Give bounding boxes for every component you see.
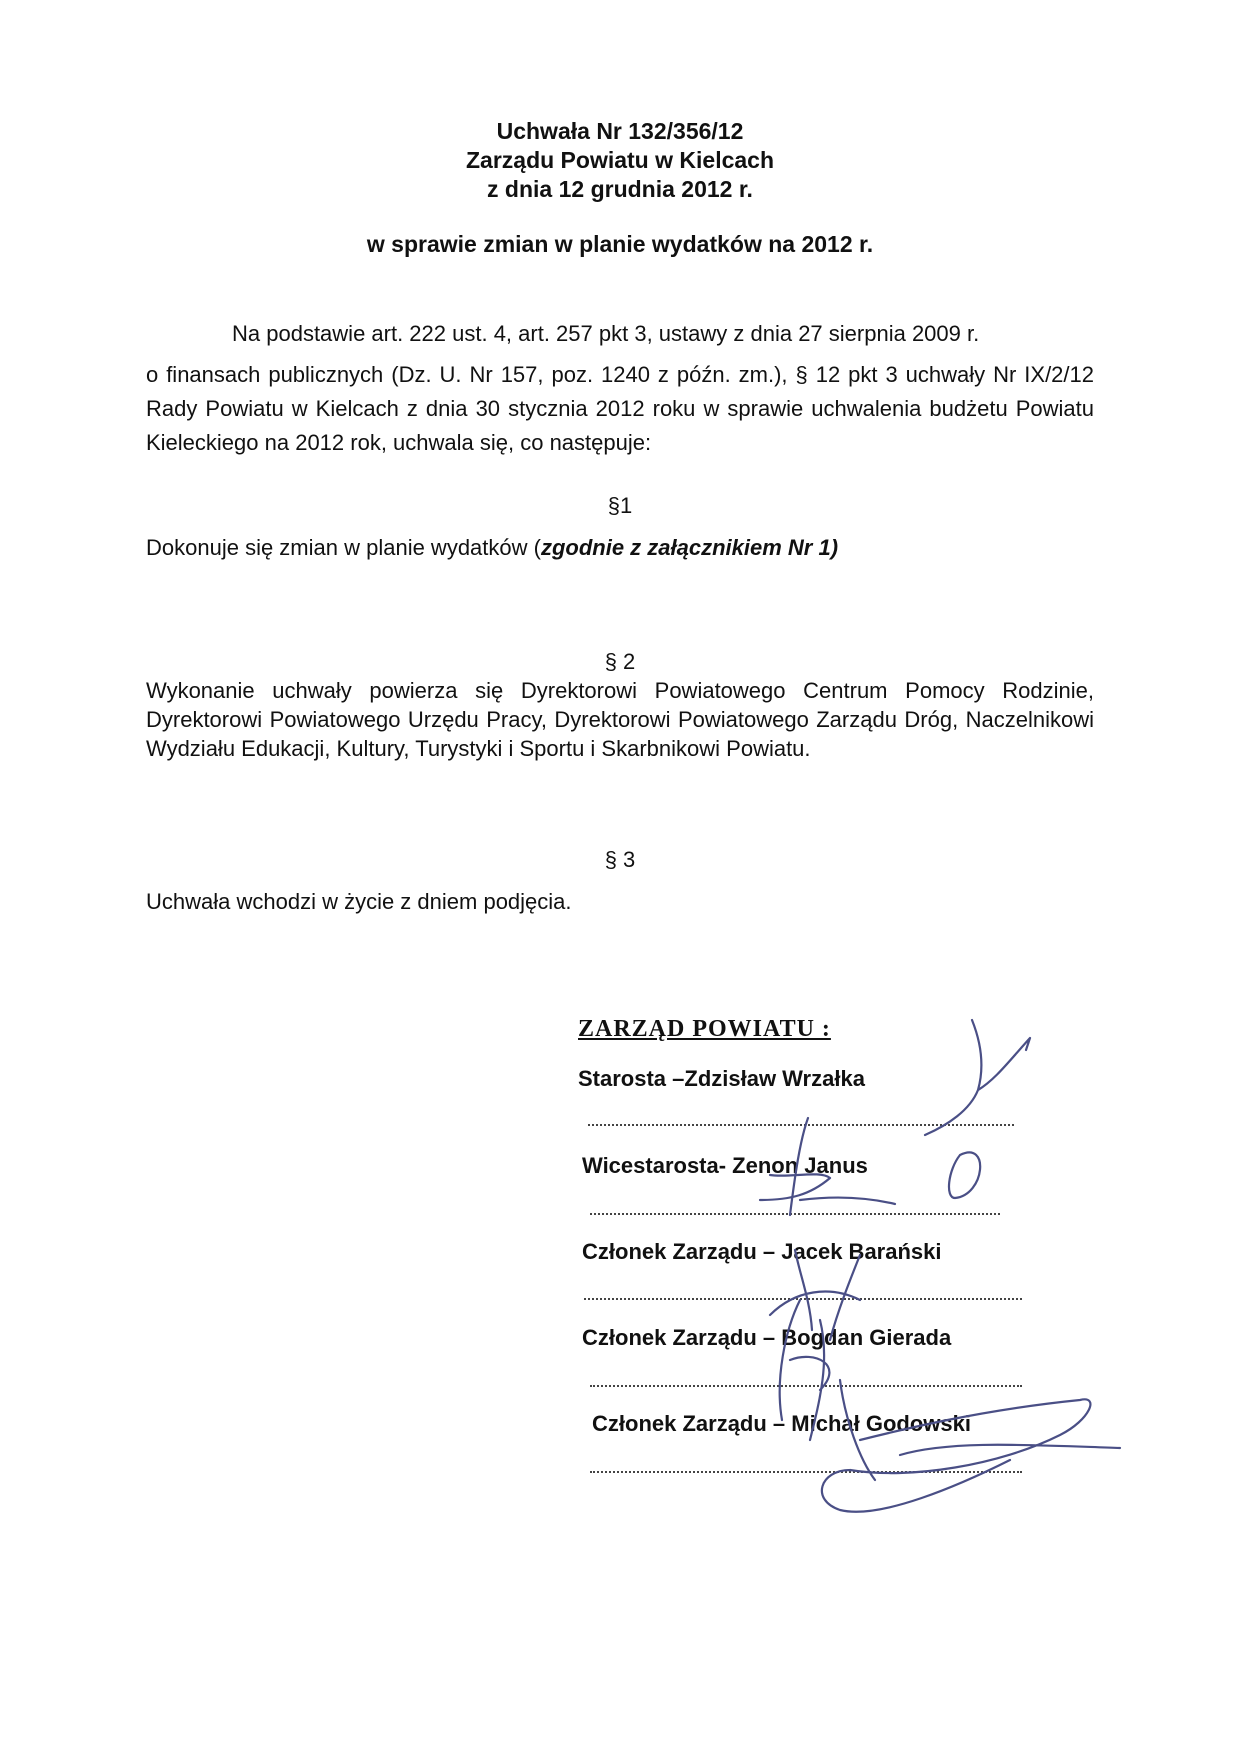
signature-line-czlonek-1 xyxy=(584,1298,1022,1300)
member-czlonek-3: Członek Zarządu – Michał Godowski xyxy=(592,1411,971,1436)
section-3-text: Uchwała wchodzi w życie z dniem podjęcia. xyxy=(146,889,572,914)
preamble-first-line: Na podstawie art. 222 ust. 4, art. 257 pkt 3, ustawy z dnia 27 sierpnia 2009 r. xyxy=(232,321,980,346)
resolution-subject: w sprawie zmian w planie wydatków na 2012 r. xyxy=(366,231,874,257)
board-title: ZARZĄD POWIATU : xyxy=(578,1016,831,1042)
section-1-text xyxy=(146,532,1094,564)
signature-line-czlonek-3 xyxy=(590,1471,1022,1473)
signature-starosta xyxy=(925,1020,1030,1198)
section-1-text-prefix: Dokonuje się zmian w planie wydatków ( xyxy=(146,535,541,560)
section-1-annex-reference: zgodnie z załącznikiem Nr 1) xyxy=(540,535,839,560)
section-2-heading: § 2 xyxy=(604,649,636,674)
member-czlonek-1: Członek Zarządu – Jacek Barański xyxy=(582,1239,942,1264)
resolution-date: z dnia 12 grudnia 2012 r. xyxy=(487,176,753,202)
preamble-text: o finansach publicznych (Dz. U. Nr 157, poz. 1240 z późn. zm.), § 12 pkt 3 uchwały Nr IX/2/12 Rady Powiatu w Kielcach z dnia 30 stycznia 2012 roku w sprawie uchwalenia budżetu Powiatu Kieleckiego na 2012 rok, uchwala się, co następuje: xyxy=(146,362,1094,455)
section-2-text: Wykonanie uchwały powierza się Dyrektorowi Powiatowego Centrum Pomocy Rodzinie, Dyrektorowi Powiatowego Urzędu Pracy, Dyrektorowi Powiatowego Zarządu Dróg, Naczelnikowi Wydziału Edukacji, Kultury, Turystyki i Sportu i Skarbnikowi Powiatu. xyxy=(146,678,1094,761)
resolution-number: Uchwała Nr 132/356/12 xyxy=(496,118,744,144)
signature-line-starosta xyxy=(588,1124,1014,1126)
signature-line-czlonek-2 xyxy=(590,1385,1022,1387)
member-wicestarosta: Wicestarosta- Zenon Janus xyxy=(582,1153,868,1178)
issuing-body: Zarządu Powiatu w Kielcach xyxy=(465,147,775,173)
signature-line-wicestarosta xyxy=(590,1213,1000,1215)
section-3-heading: § 3 xyxy=(604,847,636,872)
member-czlonek-2: Członek Zarządu – Bogdan Gierada xyxy=(582,1325,952,1350)
section-1-heading: §1 xyxy=(607,493,633,518)
member-starosta: Starosta –Zdzisław Wrzałka xyxy=(578,1066,865,1091)
signature-godowski xyxy=(822,1380,1120,1512)
